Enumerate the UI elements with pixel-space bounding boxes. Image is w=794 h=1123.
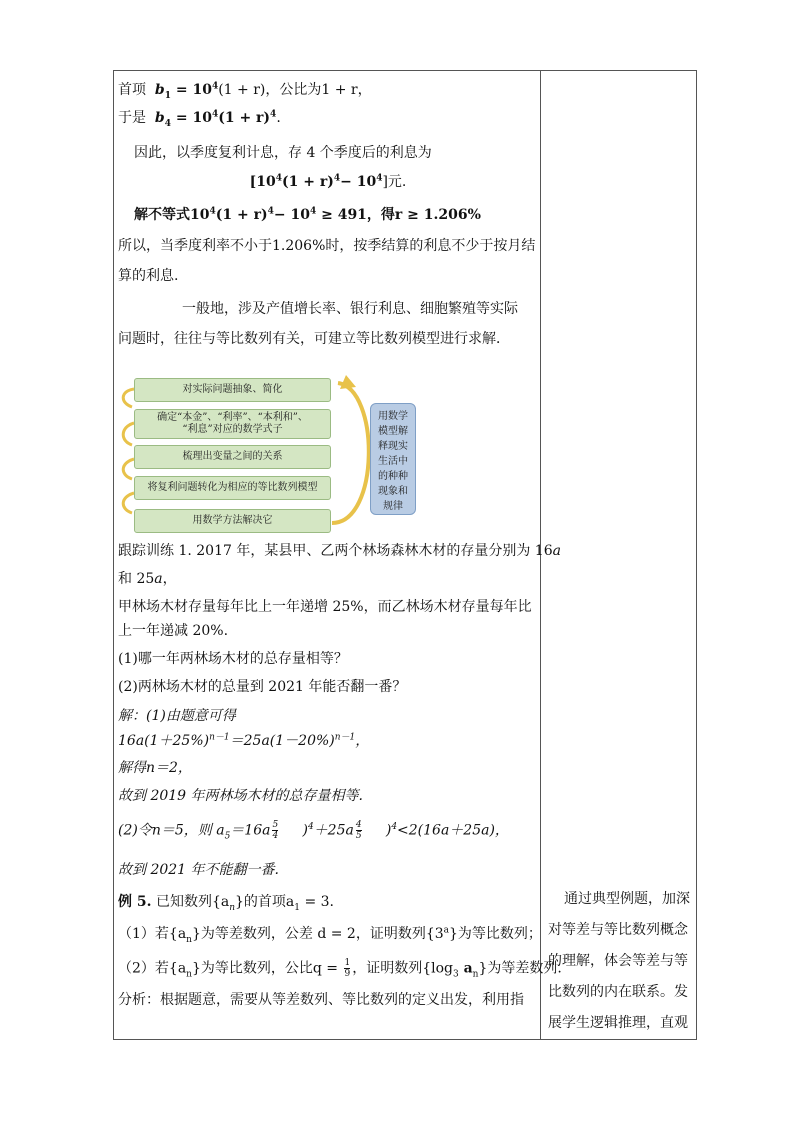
text-line: 上一年递减 20%. xyxy=(118,623,229,639)
text-line: (2)两林场木材的总量到 2021 年能否翻一番？ xyxy=(118,679,407,695)
text-line: 解得n＝2， xyxy=(118,760,192,776)
note-line: 展学生逻辑推理，直观 xyxy=(548,1015,688,1031)
flow-step-1: 对实际问题抽象、简化 xyxy=(134,378,331,402)
formula-line: (2)令n＝5，则 $a_5=16a$ $\frac{5}{4}$ )$^4$＋25a $\frac{4}{5}$ )$^4$<2(16a＋25a)， xyxy=(118,820,509,842)
fraction: $\frac{5}{4}$ xyxy=(272,820,279,841)
conclusion-box: 用数学 模型解 释现实 生活中 的种种 现象和 规律 xyxy=(370,403,416,515)
note-line: 对等差与等比数列概念 xyxy=(548,922,688,938)
text-line: 解：(1)由题意可得 xyxy=(118,708,236,724)
formula-line: $[10^4(1 + r)^4- 10^4]$元. xyxy=(249,173,407,190)
curve-arrow xyxy=(123,459,134,479)
note-line: 通过典型例题，加深 xyxy=(564,891,690,907)
text-line: 故到 2021 年不能翻一番. xyxy=(118,862,279,878)
text-line: 例 5. 已知数列$\{a_n\}$的首项$a_1 = 3$. xyxy=(118,894,335,913)
fraction: $\frac{1}{9}$ xyxy=(344,958,351,979)
flow-step-3: 梳理出变量之间的关系 xyxy=(134,445,331,469)
curve-arrow xyxy=(123,389,134,407)
formula-line: $16a(1+25\%)^{n-1}=25a(1-20\%)^{n-1}$， xyxy=(118,732,370,749)
text-line: 首项 $b_1 = 10^4(1 + r)$，公比为1 + r， xyxy=(118,81,372,101)
note-line: 的理解，体会等差与等 xyxy=(548,953,688,969)
return-arc-arrow xyxy=(332,383,369,523)
note-line: 比数列的内在联系。发 xyxy=(548,984,688,1000)
text-line: 算的利息. xyxy=(118,268,179,284)
flow-step-4: 将复利问题转化为相应的等比数列模型 xyxy=(134,476,331,500)
text-line: 跟踪训练 1. 2017 年，某县甲、乙两个林场森林木材的存量分别为 16a xyxy=(118,543,561,559)
text-line: 一般地，涉及产值增长率、银行利息、细胞繁殖等实际 xyxy=(182,301,518,317)
text-line: 和 25a， xyxy=(118,571,177,587)
text-line: （2）若$\{a_n\}$为等比数列，公比q = $\frac{1}{9}$ ，证明数列{$\log_3$ $a_n$}为等差数列. xyxy=(118,958,562,980)
formula-line: 解不等式$10^4(1 + r)^4- 10^4 \ge 491$，得r ≥ 1.206% xyxy=(134,206,481,223)
text-line: 甲林场木材存量每年比上一年递增 25%，而乙林场木材存量每年比 xyxy=(118,599,532,615)
text-line: 因此，以季度复利计息，存 4 个季度后的利息为 xyxy=(134,145,432,161)
flow-step-2: 确定“本金”、“利率”、“本利和”、 “利息”对应的数学式子 xyxy=(134,409,331,439)
curve-arrow xyxy=(123,493,134,513)
teaching-notes xyxy=(548,884,694,1039)
text-line: 所以，当季度利率不小于1.206%时，按季结算的利息不少于按月结 xyxy=(118,238,536,254)
fraction: $\frac{4}{5}$ xyxy=(355,820,362,841)
text-line: 问题时，往往与等比数列有关，可建立等比数列模型进行求解． xyxy=(118,331,510,347)
text-line: 分析：根据题意，需要从等差数列、等比数列的定义出发，利用指 xyxy=(118,992,524,1008)
modeling-flow-diagram xyxy=(118,373,418,538)
curve-arrow xyxy=(123,423,134,445)
text-line: 于是 $b_4 = 10^4(1 + r)^4$. xyxy=(118,109,281,129)
text-line: 故到 2019 年两林场木材的总存量相等. xyxy=(118,788,363,804)
flow-step-5: 用数学方法解决它 xyxy=(134,509,331,533)
text-line: （1）若$\{a_n\}$为等差数列，公差 d = 2，证明数列{3$^a$}为等比数列； xyxy=(118,925,542,945)
text-line: (1)哪一年两林场木材的总存量相等？ xyxy=(118,651,348,667)
